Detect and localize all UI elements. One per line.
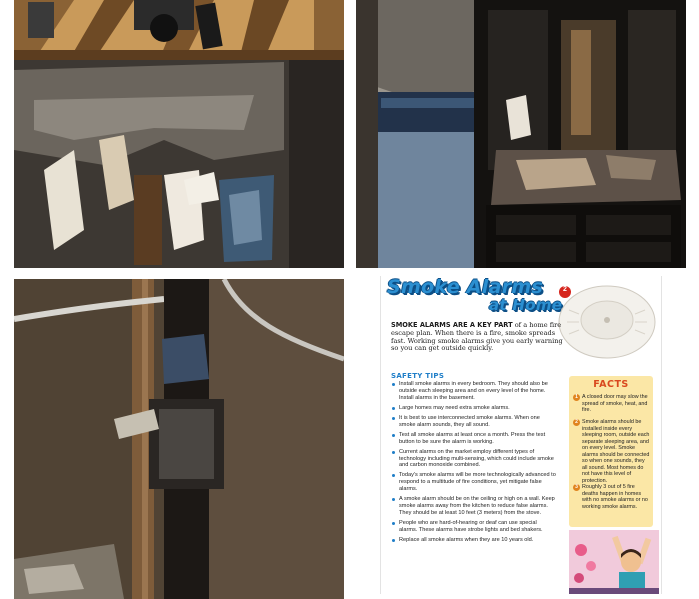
fact-number: 1 [573,394,580,401]
tip-text: Install smoke alarms in every bedroom. They should also be outside each sleeping area and on every level of the home. Install alarms in the basement. [399,381,548,401]
safety-tips-list [391,381,556,547]
intro-text: of a home fire escape plan. When there is a fire, smoke spreads fast. Working smoke alarms give you early warning so you can get outside quickly. [391,321,563,353]
intro-strong: SMOKE ALARMS ARE A KEY PART [391,321,513,329]
list-item [391,405,556,412]
bullet-icon [392,383,395,386]
fact-text: Smoke alarms should be installed inside every sleeping room, outside each separate sleeping area, and on every level. Smoke alarms should be connected so when one sounds, they all sound. Most homes do not have this level of protection. [582,419,650,484]
fact-text: Roughly 3 out of 5 fire deaths happen in homes with no smoke alarms or no working smoke alarms. [582,484,648,510]
bullet-icon [392,474,395,477]
photo-charred-hutch [356,0,686,268]
fact-item [573,419,650,484]
tip-text: Replace all smoke alarms when they are 10 years old. [399,536,534,543]
photo-attic-fire-damage [14,0,344,268]
bullet-icon [392,498,395,501]
bullet-icon [392,451,395,454]
tip-text: A smoke alarm should be on the ceiling or high on a wall. Keep smoke alarms away from the kitchen to reduce false alarms. They should be at least 10 feet (3 meters) from the stove. [399,496,555,517]
bullet-icon [392,417,395,420]
list-item [391,520,556,534]
list-item [391,472,556,493]
list-item [391,496,556,517]
fact-number: 2 [573,419,580,426]
fact-item [573,394,650,414]
bullet-icon [392,434,395,437]
tip-text: Current alarms on the market employ different types of technology including multi-sensing, which could include smoke and carbon monoxide combined. [399,448,554,469]
list-item [391,415,556,429]
fact-item [573,484,650,510]
number-badge: 2 [563,286,567,293]
smoke-alarm-flyer [380,276,662,594]
list-item [391,432,556,446]
tip-text: Large homes may need extra smoke alarms. [399,404,510,411]
facts-box [569,376,653,527]
facts-heading: FACTS [593,379,629,390]
flyer-title-line2: at Home [489,296,563,314]
bullet-icon [392,522,395,525]
fact-number: 3 [573,484,580,491]
bullet-icon [392,539,395,542]
bullet-icon [392,407,395,410]
tip-text: People who are hard-of-hearing or deaf can use special alarms. These alarms have strobe lights and bed shakers. [399,520,543,533]
flyer-intro [391,322,567,353]
fact-text: A closed door may slow the spread of smoke, heat, and fire. [582,394,648,413]
list-item [391,381,556,402]
tip-text: Test all smoke alarms at least once a month. Press the test button to be sure the alarm is working. [399,431,546,445]
list-item [391,449,556,470]
flyer-title-line1: Smoke Alarms [387,276,544,298]
list-item [391,537,556,544]
safety-tips-heading: SAFETY TIPS [391,372,445,380]
tip-text: Today's smoke alarms will be more technologically advanced to respond to a multitude of fire conditions, yet mitigate false alarms. [399,472,556,493]
photo-burnt-outlet [14,279,344,599]
family-illustration [569,530,659,594]
tip-text: It is best to use interconnected smoke alarms. When one smoke alarm sounds, they all sound. [399,414,540,428]
